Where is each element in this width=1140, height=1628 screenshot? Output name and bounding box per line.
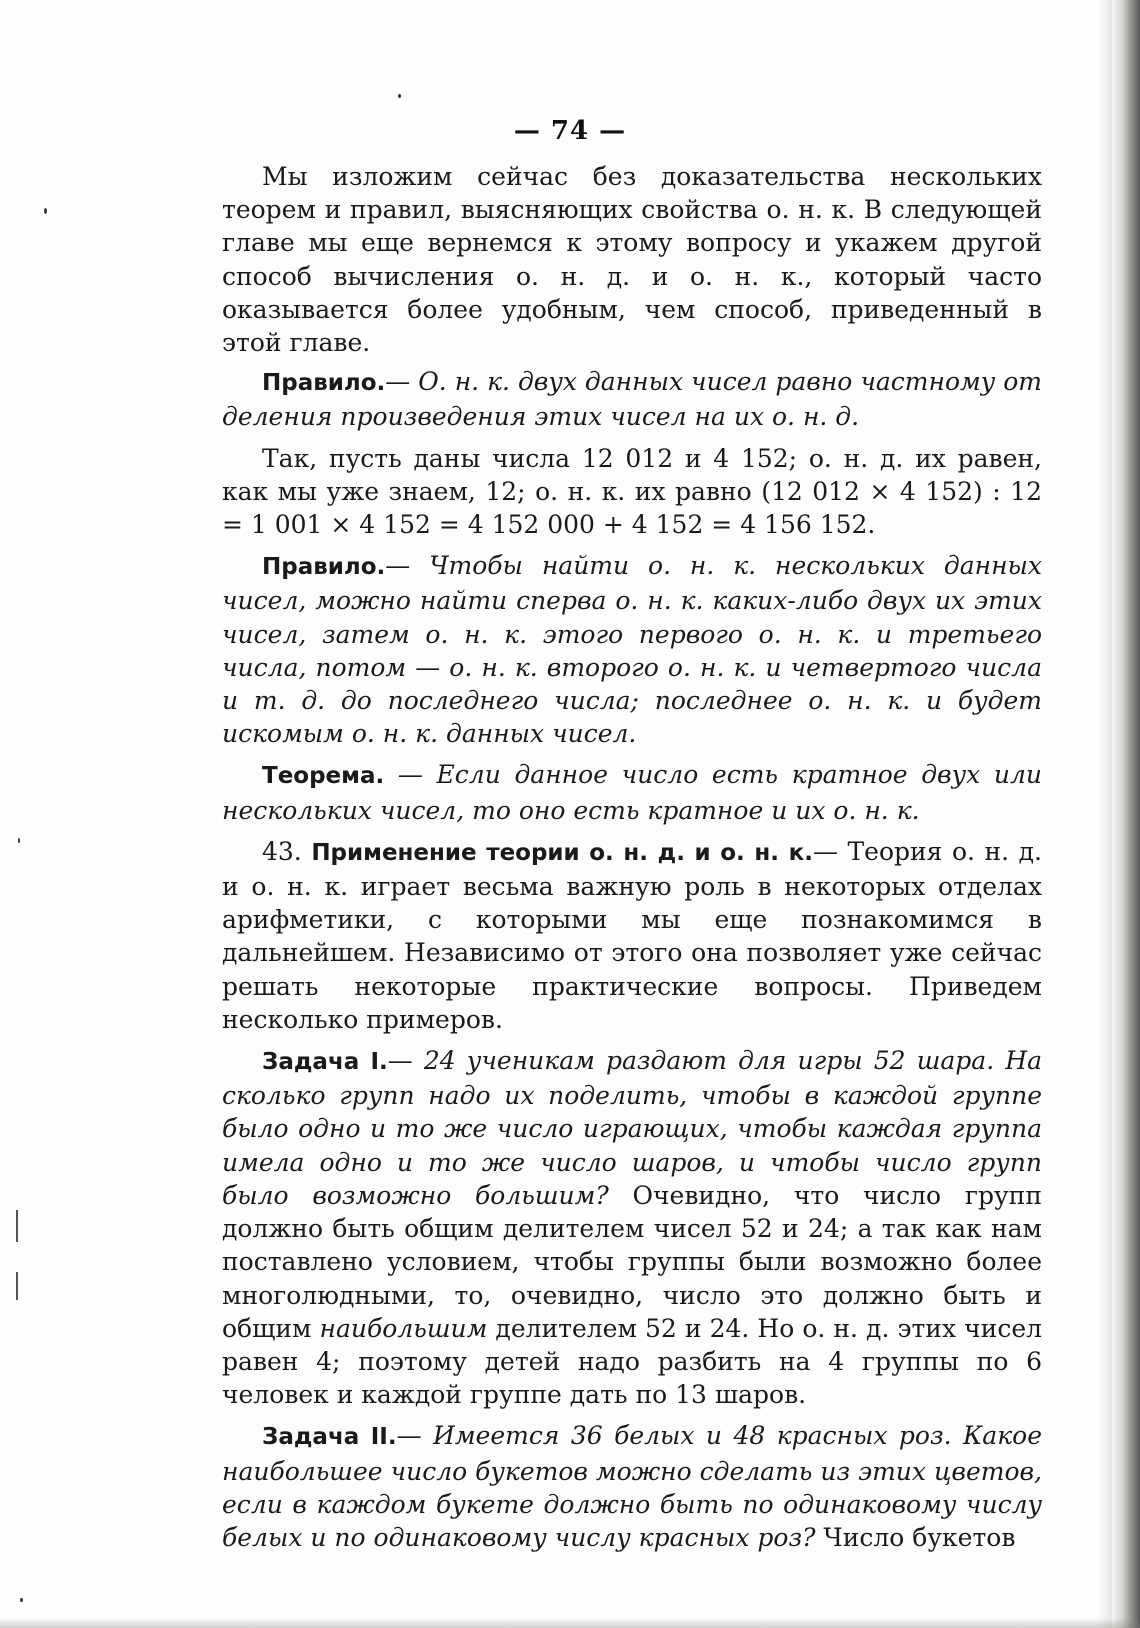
- rule-1-heading: Правило.: [262, 370, 386, 397]
- task-1-question: — 24 ученикам раздают для игры 52 шара. На сколько групп надо их поделить, чтобы в каждой группе было одно и то же число играющих, чтобы каждая группа имела одно и то же число шаров, и чтобы число групп было возможно большим?: [222, 1046, 1042, 1210]
- scan-binding-edge: [1112, 0, 1140, 1628]
- scan-mark: [16, 1210, 18, 1242]
- rule-2-text: — Чтобы найти о. н. к. нескольких данных чисел, можно найти сперва о. н. к. каких-либо двух их этих чисел, затем о. н. к. этого первого о. н. к. и третьего числа, потом — о. н. к. второго о. н. к. и четвертого числа и т. д. до последнего числа; последнее о. н. к. и будет искомым о. н. к. данных чисел.: [222, 551, 1042, 749]
- rule-2-heading: Правило.: [262, 554, 386, 581]
- scan-speck: [398, 94, 401, 98]
- page-number: — 74 —: [513, 116, 627, 146]
- paragraph-task-1: [222, 1044, 1042, 1411]
- theorem-heading: Теорема.: [262, 763, 385, 790]
- body-text: [222, 160, 1042, 1562]
- task-2-question: — Имеется 36 белых и 48 красных роз. Какое наибольшее число букетов можно сделать из этих цветов, если в каждом букете должно быть по одинаковому числу белых и по одинаковому числу красных роз?: [222, 1421, 1042, 1552]
- scan-mark: [16, 1272, 18, 1300]
- task-1-answer-a: Очевидно, что число групп должно быть общим делителем чисел 52 и 24; а так как нам поставлено условием, чтобы группы были возможно более многолюдными, то, очевидно, число это должно быть и общим: [222, 1180, 1042, 1343]
- paragraph-section-43: [222, 835, 1042, 1036]
- theorem-text: — Если данное число есть кратное двух или нескольких чисел, то оно есть кратное и их о. н. к.: [222, 760, 1042, 825]
- scan-speck: [20, 1598, 23, 1602]
- task-1-answer-b: делителем 52 и 24. Но о. н. д. этих чисел равен 4; поэтому детей надо разбить на 4 группы по 6 человек и каждой группе дать по 13 шаров.: [222, 1313, 1042, 1410]
- task-2-heading: Задача II.: [262, 1424, 397, 1451]
- paragraph-example: Так, пусть даны числа 12 012 и 4 152; о. н. д. их равен, как мы уже знаем, 12; о. н. к. их равно (12 012 × 4 152) : 12 = 1 001 × 4 152 = 4 152 000 + 4 152 = 4 156 152.: [222, 443, 1042, 540]
- scan-speck: [44, 208, 47, 214]
- paragraph-intro: Мы изложим сейчас без доказательства нескольких теорем и правил, выясняющих свойства о. н. к. В следующей главе мы еще вернемся к этому вопросу и укажем другой способ вычисления о. н. д. и о. н. к., который часто оказывается более удобным, чем способ, приведенный в этой главе.: [222, 162, 1042, 358]
- section-text: — Теория о. н. д. и о. н. к. играет весьма важную роль в некоторых отделах арифметики, с которыми мы еще познакомимся в дальнейшем. Независимо от этого она позволяет уже сейчас решать некоторые практические вопросы. Приведем несколько примеров.: [222, 836, 1043, 1034]
- scan-shadow: [1098, 0, 1112, 1628]
- paragraph-rule-2: [222, 549, 1042, 750]
- task-1-heading: Задача I.: [262, 1049, 388, 1076]
- scan-speck: [18, 838, 20, 843]
- scan-bottom-edge: [0, 1618, 1140, 1628]
- section-number: 43.: [262, 836, 302, 866]
- rule-1-text: — О. н. к. двух данных чисел равно частному от деления произведения этих чисел на их о. н. д.: [222, 367, 1042, 432]
- paragraph-task-2: [222, 1419, 1042, 1554]
- section-heading: Применение теории о. н. д. и о. н. к.: [311, 839, 813, 866]
- task-2-answer: Число букетов: [815, 1522, 1016, 1552]
- task-1-answer-emphasis: наибольшим: [319, 1313, 488, 1343]
- paragraph-theorem: [222, 758, 1042, 826]
- paragraph-rule-1: [222, 365, 1042, 433]
